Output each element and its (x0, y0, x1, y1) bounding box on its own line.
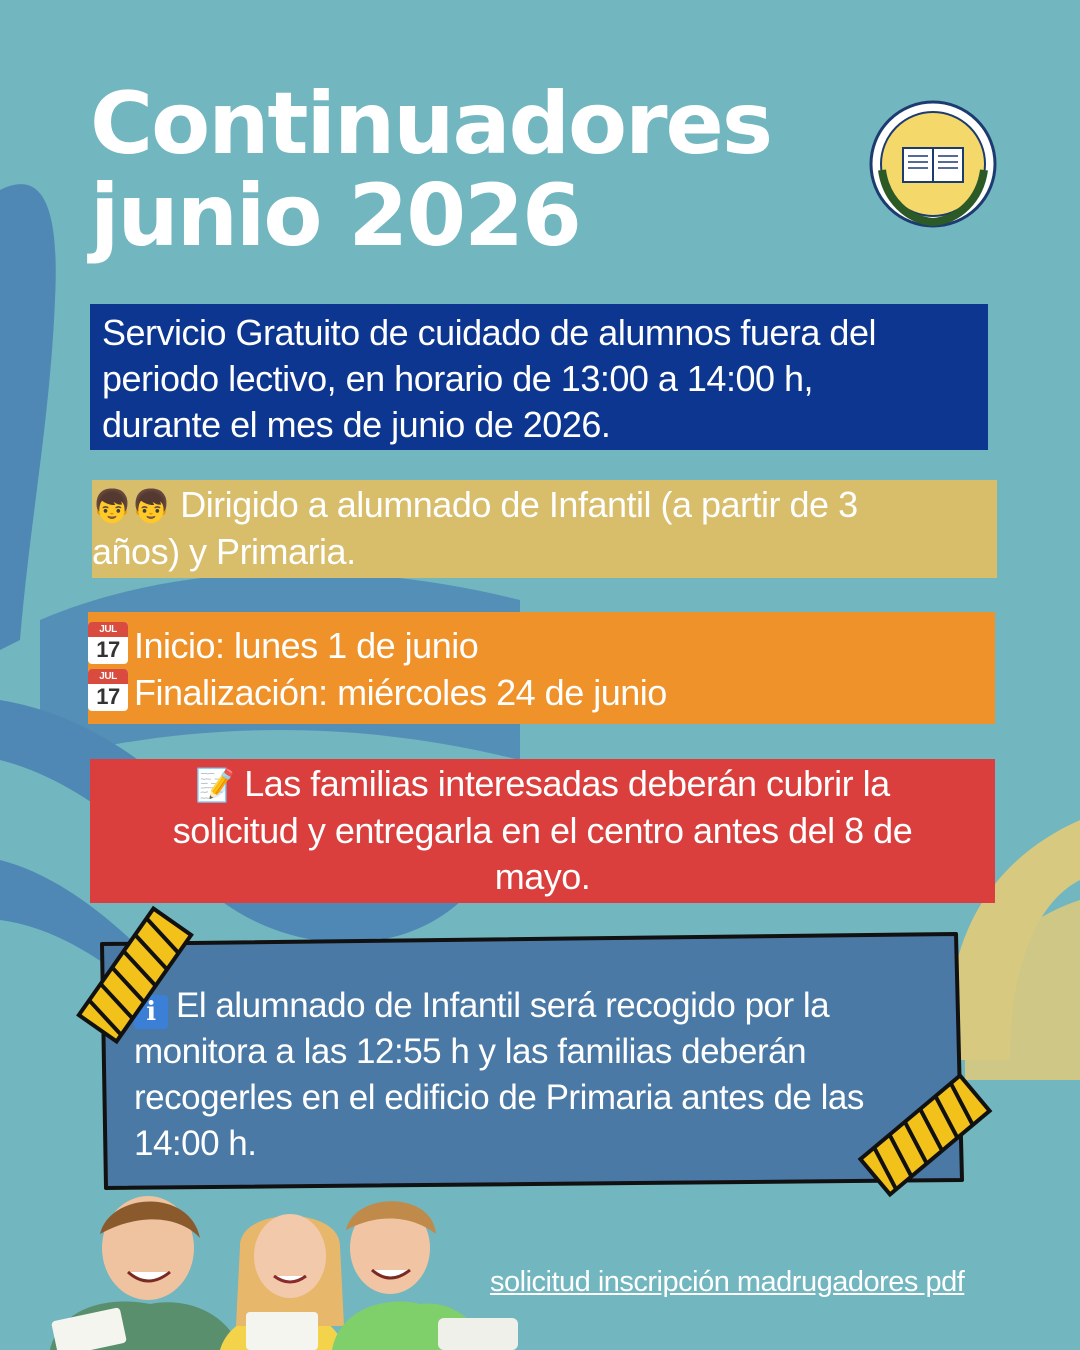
tape-top-left (60, 900, 210, 1050)
title-line-1: Continuadores (90, 74, 772, 174)
deadline-line-3: mayo. (494, 856, 591, 897)
info-line-3: recogerles en el edificio de Primaria antes de las (134, 1078, 864, 1117)
audience-box (92, 480, 997, 578)
info-line-1: El alumnado de Infantil será recogido por la (176, 986, 830, 1025)
end-date: Finalización: miércoles 24 de junio (134, 672, 667, 713)
info-note-text (134, 983, 924, 1167)
start-date: Inicio: lunes 1 de junio (134, 625, 479, 666)
page-title (90, 74, 850, 266)
memo-icon: 📝 (195, 766, 235, 804)
registration-form-link[interactable]: solicitud inscripción madrugadores pdf (490, 1266, 965, 1298)
service-line-3: durante el mes de junio de 2026. (102, 404, 611, 445)
tape-bottom-right (850, 1060, 1000, 1210)
calendar-icon: JUL 17 (88, 669, 128, 711)
service-line-1: Servicio Gratuito de cuidado de alumnos fuera del (102, 312, 876, 353)
deadline-line-2: solicitud y entregarla en el centro antes del 8 de (172, 810, 913, 851)
deadline-line-1: Las familias interesadas deberán cubrir la (234, 763, 890, 804)
audience-line-1: Dirigido a alumnado de Infantil (a partir de 3 (170, 484, 858, 525)
children-emoji-icon: 👦👦 (92, 487, 171, 525)
info-icon: i (134, 995, 168, 1029)
service-description-box (90, 304, 988, 450)
deadline-box (90, 759, 995, 903)
title-line-2: junio 2026 (90, 166, 580, 266)
service-line-2: periodo lectivo, en horario de 13:00 a 14:00 h, (102, 358, 814, 399)
audience-line-2: años) y Primaria. (92, 531, 356, 572)
info-line-2: monitora a las 12:55 h y las familias deberán (134, 1032, 807, 1071)
children-photo (40, 1186, 520, 1350)
school-logo (868, 100, 998, 228)
calendar-icon: JUL 17 (88, 622, 128, 664)
info-line-4: 14:00 h. (134, 1124, 257, 1163)
dates-box (88, 612, 995, 724)
